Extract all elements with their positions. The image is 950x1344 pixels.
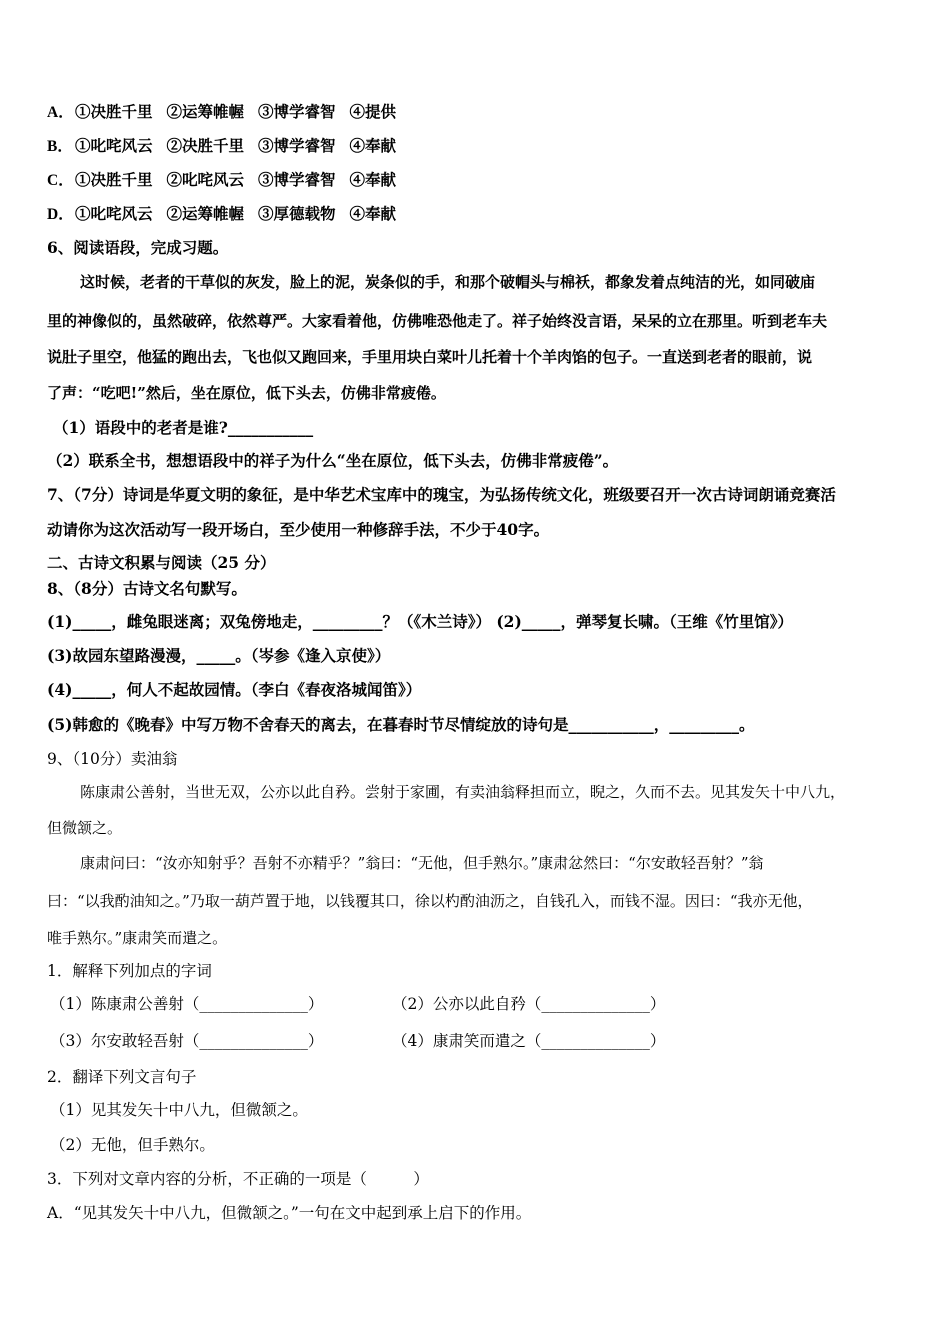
q8-line: (3)故园东望路漫漫，_____。（岑参《逢入京使》） xyxy=(47,646,391,665)
q6-sub1: （1）语段中的老者是谁?___________ xyxy=(53,418,314,437)
q6-sub2: （2）联系全书，想想语段中的祥子为什么“坐在原位，低下头去，仿佛非常疲倦”。 xyxy=(47,451,619,470)
q9-s1-title: 1．解释下列加点的字词 xyxy=(47,962,212,980)
section-heading: 二、古诗文积累与阅读（25 分） xyxy=(47,553,276,572)
q7-line: 7、（7分）诗词是华夏文明的象征，是中华艺术宝库中的瑰宝，为弘扬传统文化，班级要召开一次古诗词朗诵竞赛活 xyxy=(47,485,836,504)
q9-passage-line: 但微颔之。 xyxy=(47,819,123,837)
option-c: C．①决胜千里 ②叱咤风云 ③博学睿智 ④奉献 xyxy=(47,170,397,189)
option-b: B． ①叱咤风云 ②决胜千里 ③博学睿智 ④奉献 xyxy=(47,136,397,155)
option-d: D．①叱咤风云 ②运筹帷幄 ③厚德载物 ④奉献 xyxy=(47,204,397,223)
q9-s1-item: （1）陈康肃公善射（______________） xyxy=(50,995,324,1013)
q9-passage-line: 曰：“以我酌油知之。”乃取一葫芦置于地，以钱覆其口，徐以杓酌油沥之，自钱孔入，而钱不湿。因曰：“我亦无他， xyxy=(47,892,813,910)
q6-passage-line: 说肚子里空，他猛的跑出去，飞也似又跑回来，手里用块白菜叶儿托着十个羊肉馅的包子。一直送到老者的眼前，说 xyxy=(47,348,813,366)
q9-passage-line: 康肃问曰：“汝亦知射乎？吾射不亦精乎？”翁曰：“无他，但手熟尔。”康肃忿然曰：“尔安敢轻吾射？”翁 xyxy=(80,854,764,872)
q9-s1-item: （3）尔安敢轻吾射（______________） xyxy=(50,1032,324,1050)
q9-s2-title: 2．翻译下列文言句子 xyxy=(47,1068,197,1086)
q9-passage-line: 唯手熟尔。”康肃笑而遣之。 xyxy=(47,929,228,947)
q6-passage-line: 这时候，老者的干草似的灰发，脸上的泥，炭条似的手，和那个破帽头与棉袄，都象发着点纯洁的光，如同破庙 xyxy=(80,273,816,291)
q9-s1-item: （4）康肃笑而遣之（______________） xyxy=(392,1032,666,1050)
option-a: A．①决胜千里 ②运筹帷幄 ③博学睿智 ④提供 xyxy=(47,102,397,121)
q9-s1-item: （2）公亦以此自矜（______________） xyxy=(392,995,666,1013)
q9-s2-item: （2）无他，但手熟尔。 xyxy=(50,1136,215,1154)
q6-passage-line: 里的神像似的，虽然破碎，依然尊严。大家看着他，仿佛唯恐他走了。祥子始终没言语，呆呆的立在那里。听到老车夫 xyxy=(47,312,828,330)
q6-passage-line: 了声：“吃吧!”然后，坐在原位，低下头去，仿佛非常疲倦。 xyxy=(47,384,446,402)
q9-title: 9、（10分）卖油翁 xyxy=(47,750,178,768)
q9-s2-item: （1）见其发矢十中八九，但微颔之。 xyxy=(50,1101,308,1119)
q8-line: (5)韩愈的《晚春》中写万物不舍春天的离去，在暮春时节尽情绽放的诗句是___________，_________。 xyxy=(47,715,755,734)
q9-s3-title: 3．下列对文章内容的分析，不正确的一项是（ ） xyxy=(47,1170,429,1188)
q9-s3-option-a: A．“见其发矢十中八九，但微颔之。”一句在文中起到承上启下的作用。 xyxy=(47,1204,532,1222)
q8-line: (1)_____，雌兔眼迷离；双兔傍地走，_________？（《木兰诗》） (2)_____，弹琴复长啸。（王维《竹里馆》） xyxy=(47,612,794,631)
q6-title: 6、阅读语段，完成习题。 xyxy=(47,238,229,257)
q8-title: 8、（8分）古诗文名句默写。 xyxy=(47,579,247,598)
q9-passage-line: 陈康肃公善射，当世无双，公亦以此自矜。尝射于家圃，有卖油翁释担而立，睨之，久而不去。见其发矢十中八九， xyxy=(80,783,846,801)
q8-line: (4)_____，何人不起故园情。（李白《春夜洛城闻笛》） xyxy=(47,680,422,699)
q7-line: 动请你为这次活动写一段开场白，至少使用一种修辞手法，不少于40字。 xyxy=(47,520,550,539)
